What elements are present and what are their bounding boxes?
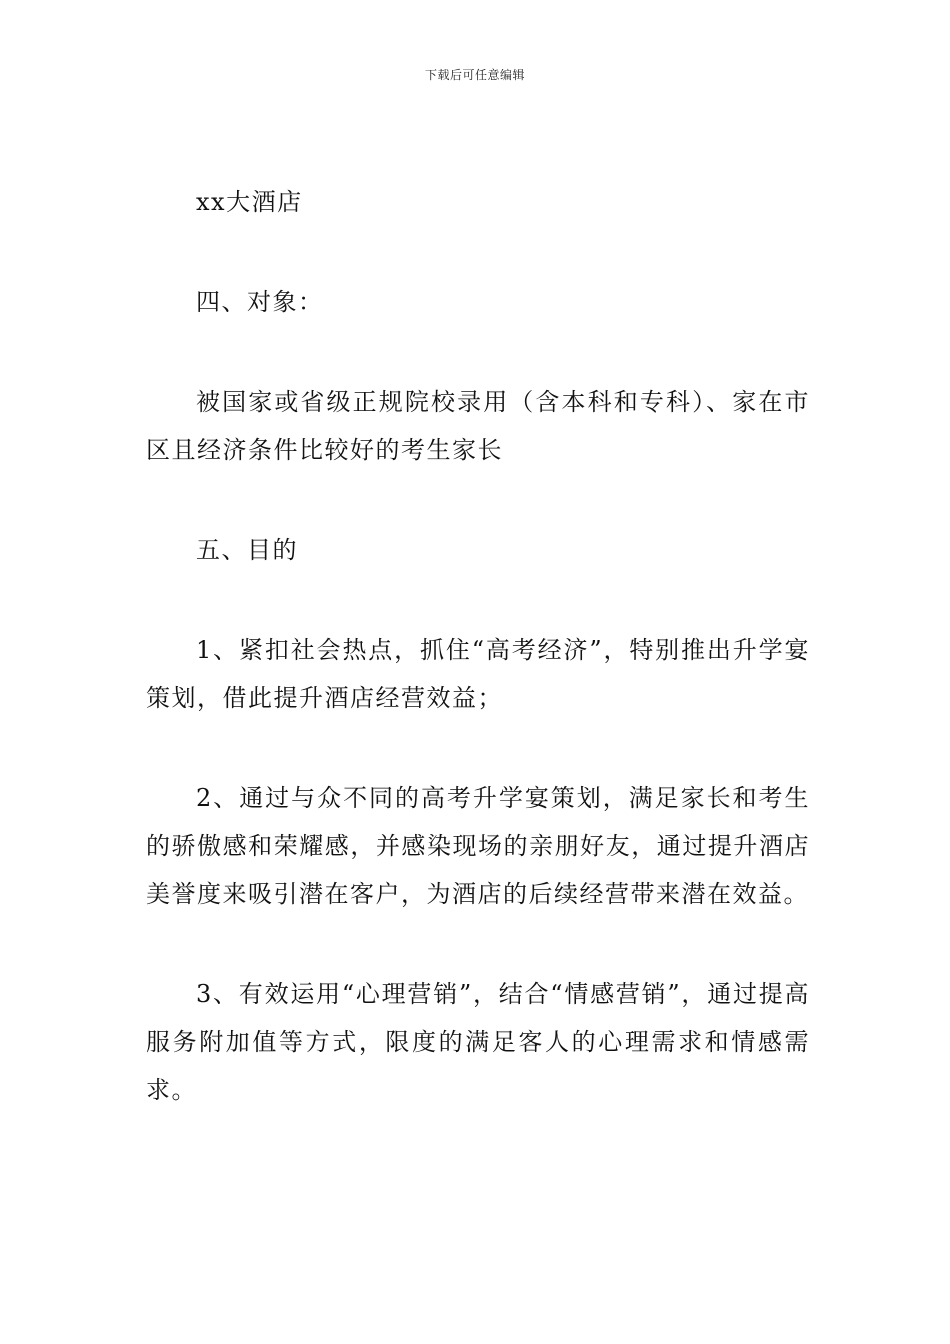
page-header-note: 下载后可任意编辑 <box>424 68 525 82</box>
document-body <box>146 178 810 1166</box>
paragraph-section-5-heading: 五、目的 <box>196 536 298 564</box>
paragraph-hotel-name: xx大酒店 <box>196 188 303 216</box>
paragraph-goal-2: 2、通过与众不同的高考升学宴策划，满足家长和考生的骄傲感和荣耀感，并感染现场的亲朋好友，通过提升酒店美誉度来吸引潜在客户，为酒店的后续经营带来潜在效益。 <box>146 784 810 908</box>
paragraph-goal-3: 3、有效运用“心理营销”，结合“情感营销”，通过提高服务附加值等方式，限度的满足客人的心理需求和情感需求。 <box>146 980 810 1104</box>
paragraph-goal-1: 1、紧扣社会热点，抓住“高考经济”，特别推出升学宴策划，借此提升酒店经营效益； <box>146 636 810 712</box>
paragraph-section-4-heading: 四、对象： <box>196 288 324 316</box>
paragraph-target-audience: 被国家或省级正规院校录用（含本科和专科）、家在市区且经济条件比较好的考生家长 <box>146 388 810 464</box>
